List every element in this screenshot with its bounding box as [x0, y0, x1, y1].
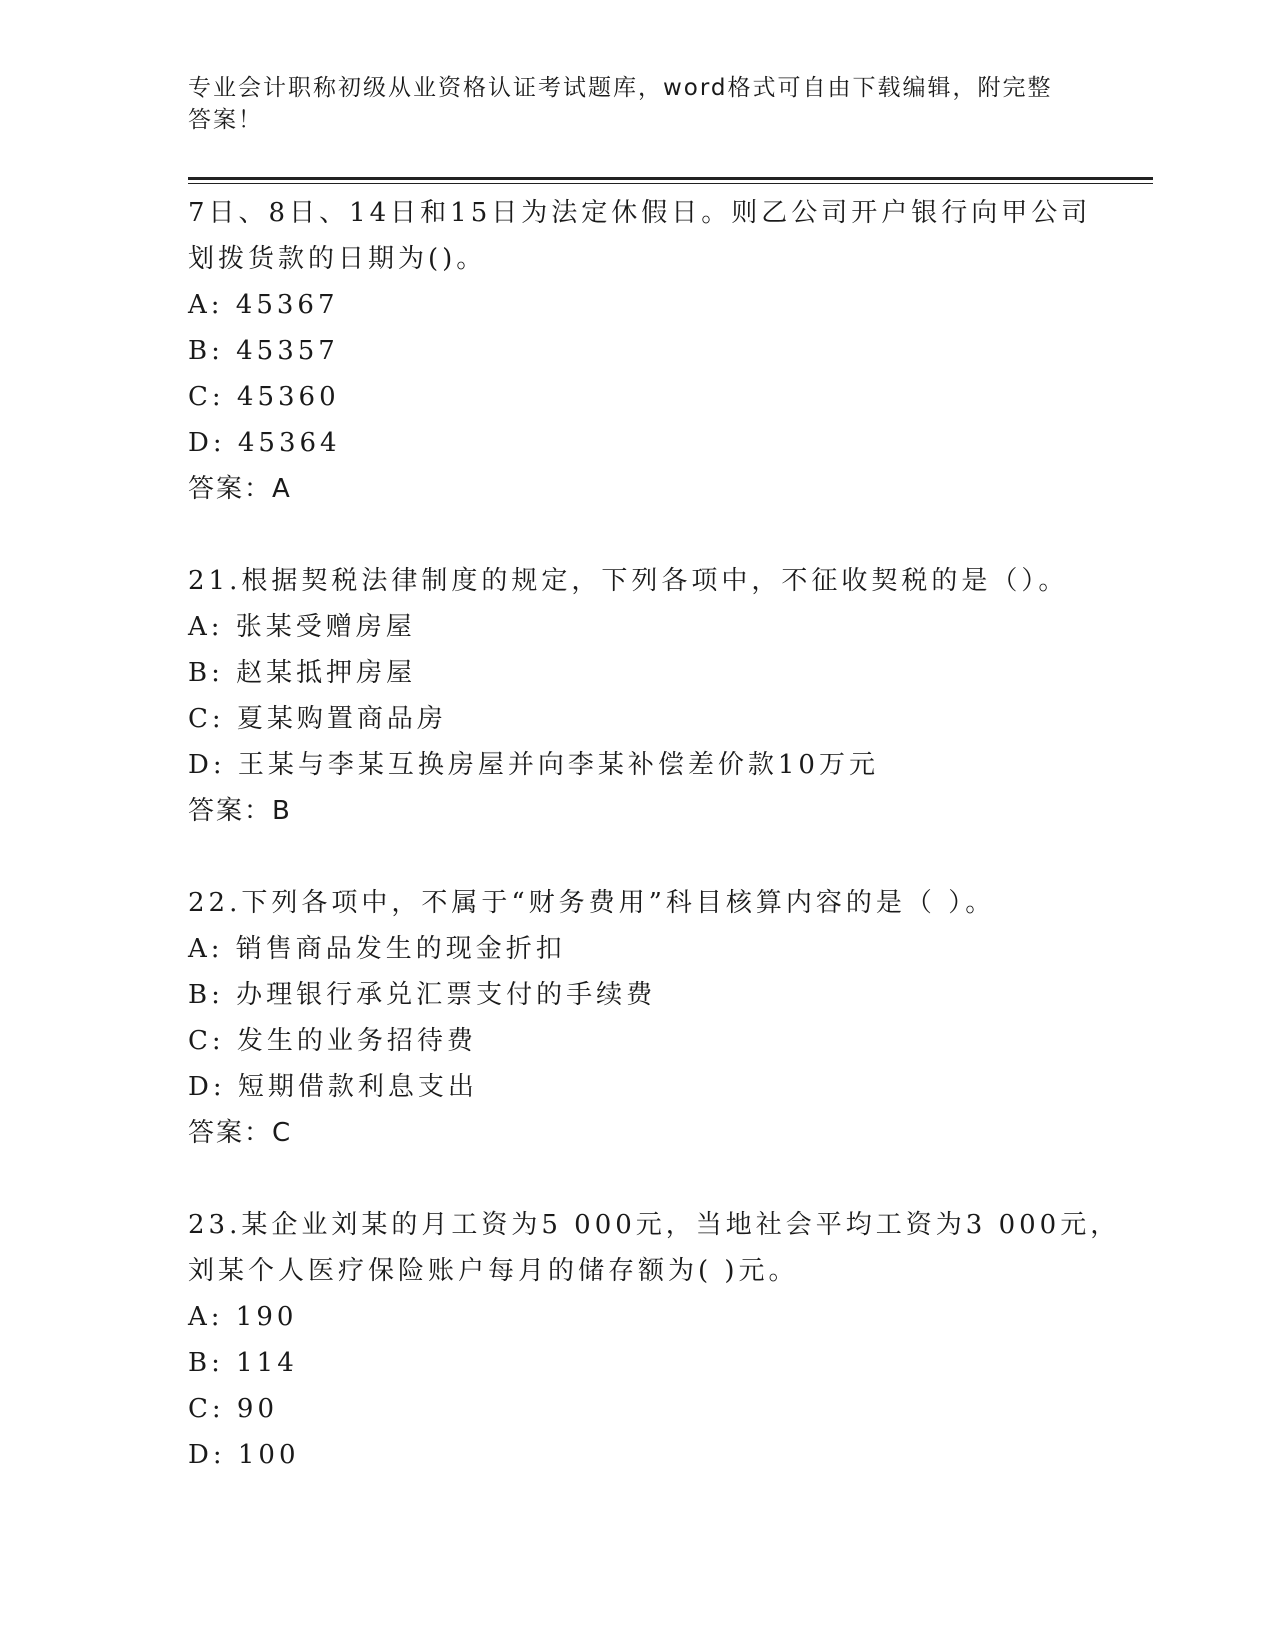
spacer	[188, 834, 1088, 880]
header-divider-thick	[188, 177, 1153, 180]
option-b: B: 赵某抵押房屋	[188, 658, 417, 688]
question-text-line: 22.下列各项中，不属于“财务费用”科目核算内容的是（ ）。	[188, 888, 996, 918]
question-23	[188, 1202, 1121, 1478]
option-a: A: 张某受赠房屋	[188, 612, 416, 642]
option-c: C: 发生的业务招待费	[188, 1026, 477, 1056]
option-b: B: 114	[188, 1348, 298, 1378]
spacer	[188, 512, 1088, 558]
question-continued	[188, 190, 1092, 512]
answer-line: 答案：B	[188, 796, 292, 826]
question-21	[188, 558, 1088, 834]
question-text-line: 刘某个人医疗保险账户每月的储存额为( )元。	[188, 1256, 799, 1286]
question-text-line: 23.某企业刘某的月工资为5 000元，当地社会平均工资为3 000元，	[188, 1210, 1121, 1240]
question-22	[188, 880, 1088, 1156]
option-c: C: 90	[188, 1394, 279, 1424]
option-a: A: 45367	[188, 290, 339, 320]
question-content	[188, 190, 1121, 1478]
option-d: D: 45364	[188, 428, 341, 458]
option-d: D: 短期借款利息支出	[188, 1072, 478, 1102]
option-c: C: 45360	[188, 382, 340, 412]
option-a: A: 销售商品发生的现金折扣	[188, 934, 566, 964]
answer-line: 答案：C	[188, 1118, 293, 1148]
question-text-line: 7日、8日、14日和15日为法定休假日。则乙公司开户银行向甲公司	[188, 198, 1092, 228]
option-b: B: 办理银行承兑汇票支付的手续费	[188, 980, 657, 1010]
question-text-line: 21.根据契税法律制度的规定，下列各项中，不征收契税的是（）。	[188, 566, 1069, 596]
spacer	[188, 1156, 1088, 1202]
option-d: D: 100	[188, 1440, 300, 1470]
option-b: B: 45357	[188, 336, 339, 366]
answer-line: 答案：A	[188, 474, 292, 504]
header-divider-thin	[188, 183, 1153, 184]
question-text-line: 划拨货款的日期为()。	[188, 244, 487, 274]
option-a: A: 190	[188, 1302, 298, 1332]
document-header: 专业会计职称初级从业资格认证考试题库，word格式可自由下载编辑，附完整答案！	[188, 75, 1053, 133]
option-c: C: 夏某购置商品房	[188, 704, 447, 734]
option-d: D: 王某与李某互换房屋并向李某补偿差价款10万元	[188, 750, 879, 780]
